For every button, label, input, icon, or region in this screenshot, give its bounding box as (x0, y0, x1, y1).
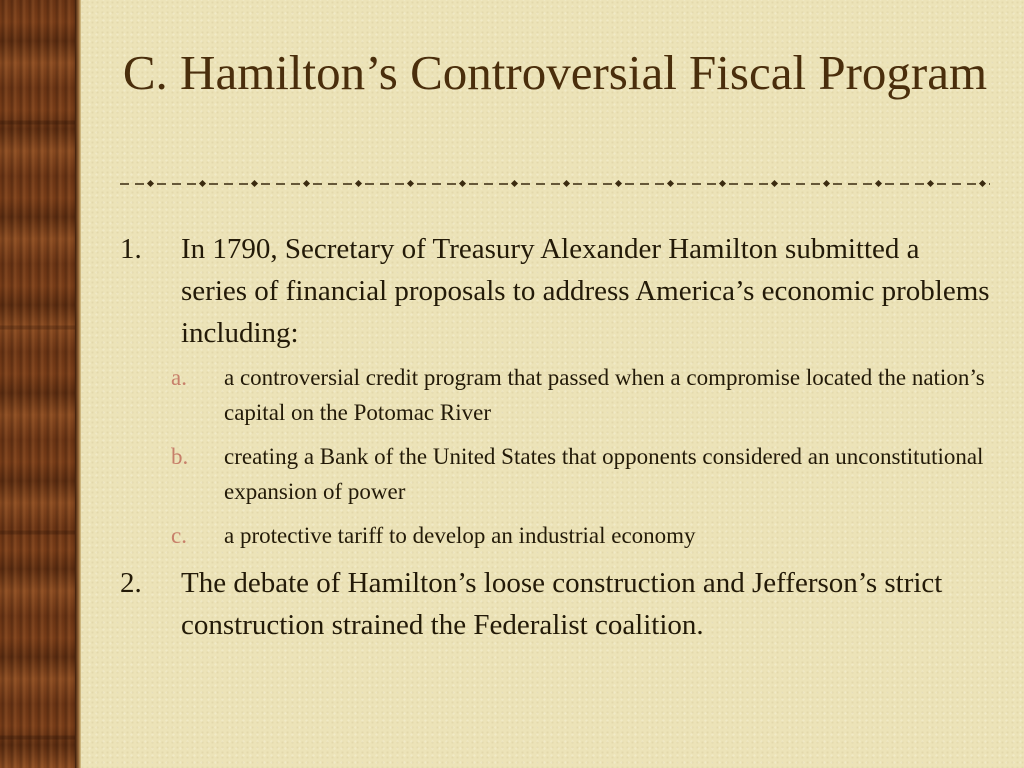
list-number: 2. (120, 567, 142, 599)
list-item-text: The debate of Hamilton’s loose construction and Jefferson’s strict construction strained the Federalist coalition. (181, 567, 943, 641)
divider-diamond (147, 180, 154, 187)
divider-diamond (511, 180, 518, 187)
sub-letter: b. (171, 444, 189, 469)
list-item-1 (120, 228, 990, 354)
list-item-2 (120, 562, 990, 646)
divider-diamond (979, 180, 986, 187)
divider-diamond (459, 180, 466, 187)
divider-diamond (719, 180, 726, 187)
divider-diamond (355, 180, 362, 187)
sub-letter: a. (171, 365, 187, 390)
divider-diamond (563, 180, 570, 187)
divider-diamond (407, 180, 414, 187)
sub-item-text: a controversial credit program that passed when a compromise located the nation’s capital on the Potomac River (224, 365, 985, 425)
divider-diamond (823, 180, 830, 187)
divider-diamond (875, 180, 882, 187)
divider-diamond (199, 180, 206, 187)
divider-diamond (303, 180, 310, 187)
slide-body (120, 228, 990, 646)
sub-item-a (171, 360, 990, 430)
divider-diamond (927, 180, 934, 187)
wood-border-strip (0, 0, 77, 768)
sub-letter: c. (171, 523, 187, 548)
title-divider (120, 176, 990, 192)
sub-item-text: creating a Bank of the United States that opponents considered an unconstitutional expansion of power (224, 444, 984, 504)
sub-item-c (171, 518, 990, 553)
list-number: 1. (120, 233, 142, 265)
divider-diamond (667, 180, 674, 187)
divider-diamond (615, 180, 622, 187)
divider-diamond (251, 180, 258, 187)
divider-diamond (771, 180, 778, 187)
sub-item-b (171, 439, 990, 509)
slide-title: C. Hamilton’s Controversial Fiscal Program (122, 45, 988, 100)
sub-item-text: a protective tariff to develop an industrial economy (224, 523, 696, 548)
list-item-text: In 1790, Secretary of Treasury Alexander Hamilton submitted a series of financial proposals to address America’s economic problems including: (181, 233, 990, 349)
wood-border-edge (75, 0, 81, 768)
